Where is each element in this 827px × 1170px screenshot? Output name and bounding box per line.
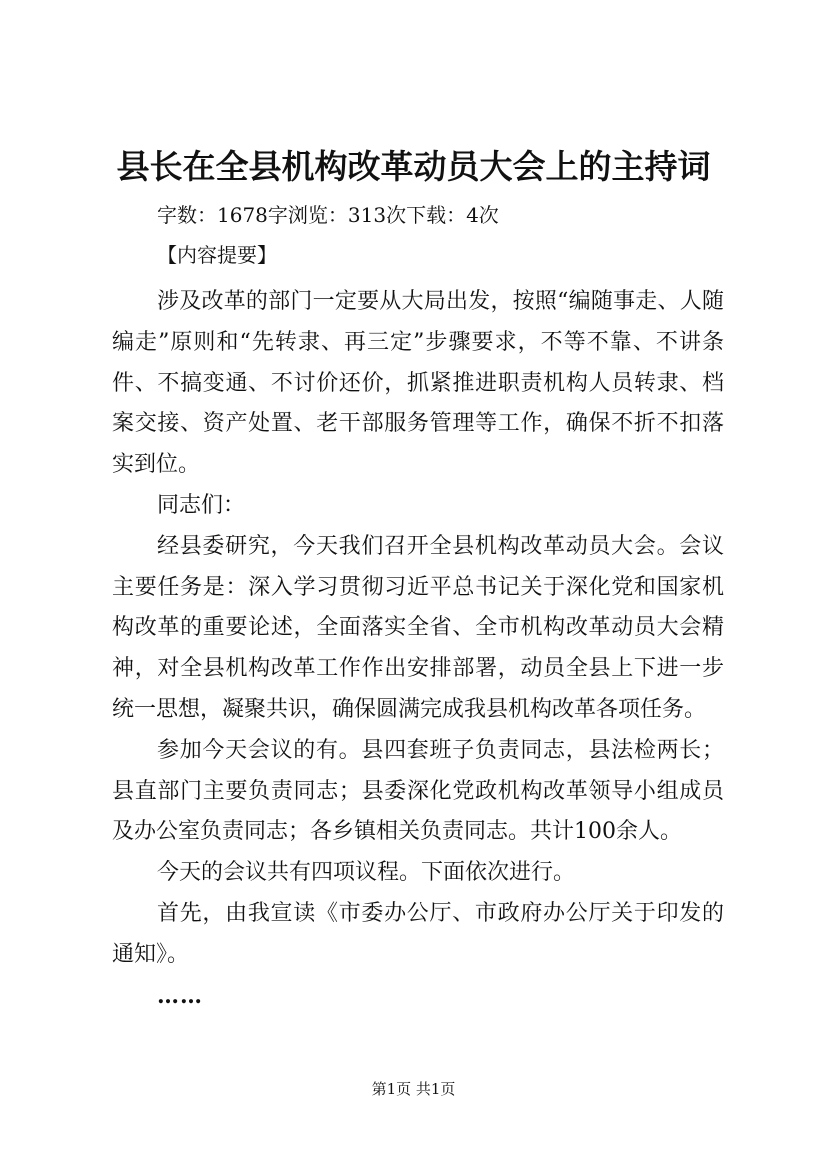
paragraph-summary: 涉及改革的部门一定要从大局出发，按照“编随事走、人随编走”原则和“先转隶、再三定”步骤要求，不等不靠、不讲条件、不搞变通、不讨价还价，抓紧推进职责机构人员转隶、档案交接、资产处置、老干部服务管理等工作，确保不折不扣落实到位。	[112, 289, 724, 478]
paragraph-purpose: 经县委研究，今天我们召开全县机构改革动员大会。会议主要任务是：深入学习贯彻习近平总书记关于深化党和国家机构改革的重要论述，全面落实全省、全市机构改革动员大会精神，对全县机构改革工作作出安排部署，动员全县上下进一步统一思想，凝聚共识，确保圆满完成我县机构改革各项任务。	[112, 533, 724, 722]
ellipsis: ……	[157, 982, 203, 1009]
paragraph-salutation: 同志们：	[157, 492, 246, 518]
page-footer: 第1页 共1页	[371, 1080, 456, 1098]
document-title: 县长在全县机构改革动员大会上的主持词	[116, 147, 711, 186]
paragraph-agenda: 今天的会议共有四项议程。下面依次进行。	[157, 860, 576, 886]
paragraph-attendees: 参加今天会议的有。县四套班子负责同志，县法检两长；县直部门主要负责同志；县委深化党政机构改革领导小组成员及办公室负责同志；各乡镇相关负责同志。共计100余人。	[112, 737, 724, 845]
summary-heading: 【内容提要】	[157, 243, 277, 267]
document-body	[112, 282, 724, 1016]
paragraph-first-item: 首先，由我宣读《市委办公厅、市政府办公厅关于印发的通知》。	[112, 900, 724, 967]
document-meta: 字数：1678字浏览：313次下载：4次	[157, 203, 499, 227]
